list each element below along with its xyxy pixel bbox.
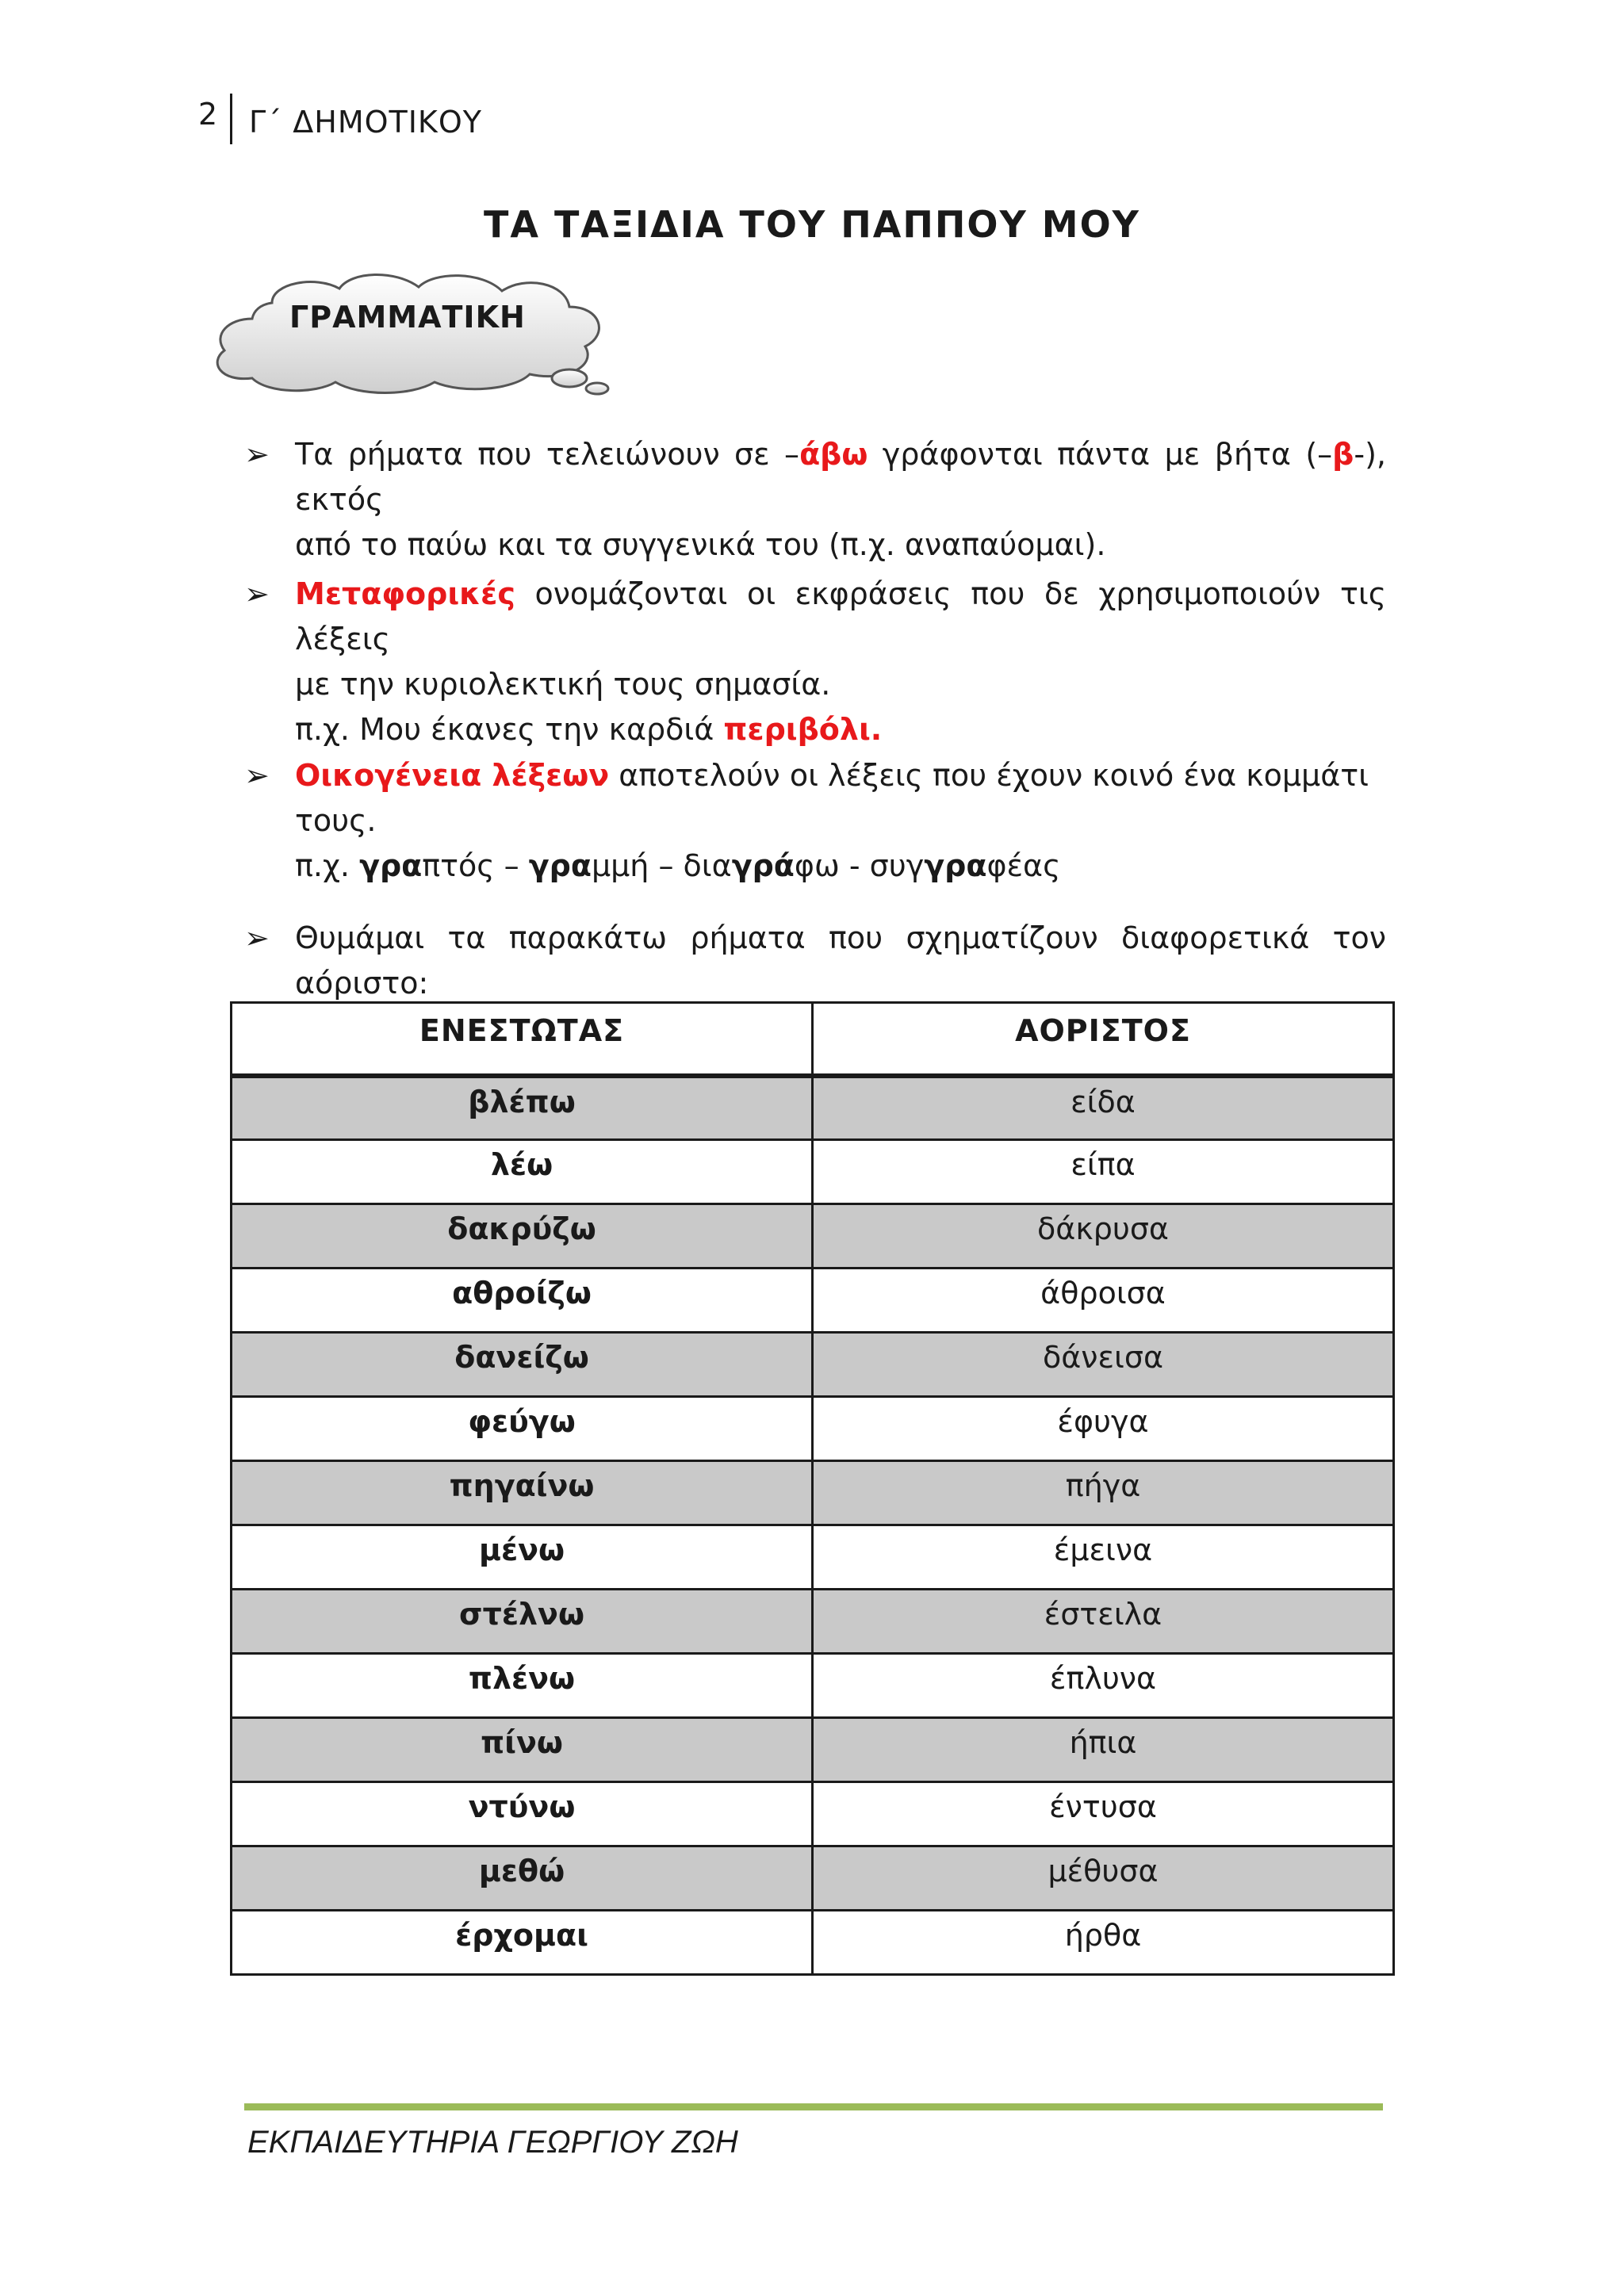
aorist-cell: ήρθα	[813, 1911, 1394, 1975]
page-number: 2	[198, 97, 218, 132]
rule-1-line-1: Τα ρήματα που τελειώνουν σε –άβω γράφονται πάντα με βήτα (–β-), εκτός	[295, 437, 1386, 517]
header-divider	[230, 94, 232, 144]
aorist-cell: έντυσα	[813, 1782, 1394, 1846]
aorist-cell: ήπια	[813, 1718, 1394, 1782]
arrow-bullet-icon: ➢	[244, 437, 270, 472]
section-label: ΓΡΑΜΜΑΤΙΚΗ	[289, 300, 526, 335]
table-row	[232, 1397, 1394, 1461]
table-header-row	[232, 1003, 1394, 1076]
present-cell: πίνω	[232, 1718, 813, 1782]
present-cell: βλέπω	[232, 1076, 813, 1140]
table-row	[232, 1846, 1394, 1911]
column-header-present: ΕΝΕΣΤΩΤΑΣ	[232, 1003, 813, 1076]
table-row	[232, 1590, 1394, 1654]
present-cell: ντύνω	[232, 1782, 813, 1846]
table-row	[232, 1654, 1394, 1718]
present-cell: αθροίζω	[232, 1269, 813, 1333]
table-row	[232, 1333, 1394, 1397]
present-cell: μένω	[232, 1525, 813, 1590]
present-cell: λέω	[232, 1140, 813, 1204]
aorist-cell: είπα	[813, 1140, 1394, 1204]
table-row	[232, 1461, 1394, 1525]
header-title: Γ΄ ΔΗΜΟΤΙΚΟΥ	[249, 105, 482, 140]
table-row	[232, 1204, 1394, 1269]
rule-2-line-2: με την κυριολεκτική τους σημασία.	[295, 667, 831, 702]
aorist-cell: δάνεισα	[813, 1333, 1394, 1397]
rule-3-example: π.χ. γραπτός – γραμμή – διαγράφω - συγγραφέας	[295, 848, 1061, 883]
table-row	[232, 1076, 1394, 1140]
rule-2-line-1: Μεταφορικές ονομάζονται οι εκφράσεις που δε χρησιμοποιούν τις λέξεις	[295, 576, 1386, 656]
aorist-cell: έπλυνα	[813, 1654, 1394, 1718]
rule-3-line-1: Οικογένεια λέξεων αποτελούν οι λέξεις που έχουν κοινό ένα κομμάτι	[295, 758, 1369, 793]
table-row	[232, 1525, 1394, 1590]
arrow-bullet-icon: ➢	[244, 758, 270, 793]
rule-4-line-1: Θυμάμαι τα παρακάτω ρήματα που σχηματίζουν διαφορετικά τον αόριστο:	[295, 920, 1386, 1001]
table-row	[232, 1140, 1394, 1204]
rule-3-line-2: τους.	[295, 803, 377, 838]
aorist-cell: έφυγα	[813, 1397, 1394, 1461]
aorist-cell: έστειλα	[813, 1590, 1394, 1654]
rule-2-example: π.χ. Μου έκανες την καρδιά περιβόλι.	[295, 712, 883, 747]
aorist-cell: άθροισα	[813, 1269, 1394, 1333]
present-cell: μεθώ	[232, 1846, 813, 1911]
arrow-bullet-icon: ➢	[244, 576, 270, 611]
present-cell: φεύγω	[232, 1397, 813, 1461]
footer-school-name: ΕΚΠΑΙΔΕΥΤΗΡΙΑ ΓΕΩΡΓΙΟΥ ΖΩΗ	[247, 2125, 738, 2160]
aorist-cell: πήγα	[813, 1461, 1394, 1525]
present-cell: πηγαίνω	[232, 1461, 813, 1525]
table-row	[232, 1911, 1394, 1975]
table-row	[232, 1782, 1394, 1846]
aorist-cell: έμεινα	[813, 1525, 1394, 1590]
column-header-aorist: ΑΟΡΙΣΤΟΣ	[813, 1003, 1394, 1076]
present-cell: έρχομαι	[232, 1911, 813, 1975]
footer-rule	[244, 2103, 1383, 2110]
present-cell: πλένω	[232, 1654, 813, 1718]
present-cell: δανείζω	[232, 1333, 813, 1397]
document-title: ΤΑ ΤΑΞΙΔΙΑ ΤΟΥ ΠΑΠΠΟΥ ΜΟΥ	[483, 203, 1140, 246]
present-cell: στέλνω	[232, 1590, 813, 1654]
arrow-bullet-icon: ➢	[244, 920, 270, 955]
present-cell: δακρύζω	[232, 1204, 813, 1269]
aorist-cell: μέθυσα	[813, 1846, 1394, 1911]
table-row	[232, 1269, 1394, 1333]
aorist-cell: είδα	[813, 1076, 1394, 1140]
aorist-cell: δάκρυσα	[813, 1204, 1394, 1269]
table-row	[232, 1718, 1394, 1782]
verb-tense-table	[230, 1001, 1395, 1976]
rule-1-line-2: από το παύω και τα συγγενικά του (π.χ. αναπαύομαι).	[295, 527, 1106, 562]
